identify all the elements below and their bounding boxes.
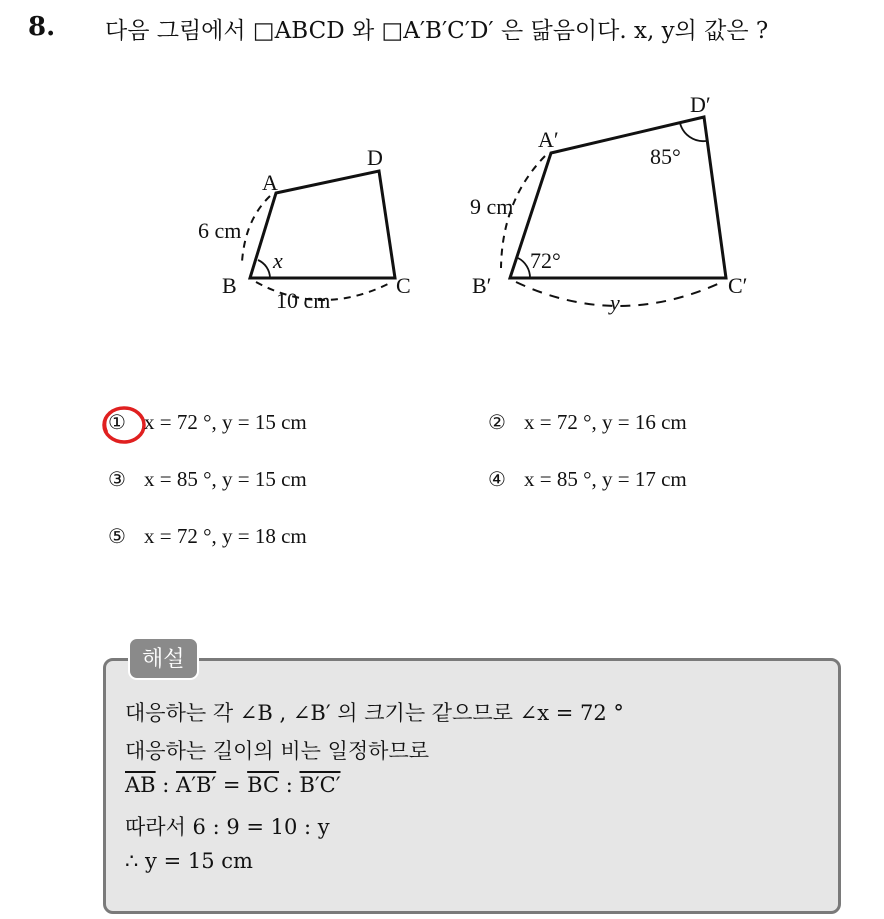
- label-bp: B′: [472, 273, 492, 298]
- question-number: 8.: [28, 12, 56, 42]
- label-angle-85: 85°: [650, 144, 681, 169]
- angle-b-arc: [258, 260, 270, 278]
- label-ap: A′: [538, 127, 559, 152]
- choice-text: x = 85 °, y = 15 cm: [144, 467, 307, 491]
- choice-1[interactable]: [108, 410, 307, 435]
- segment-bc: $\overline{BC}$: [247, 773, 280, 797]
- solution-line-2: 대응하는 길이의 비는 일정하므로: [125, 739, 430, 763]
- label-dp: D′: [690, 92, 711, 117]
- ratio-colon: :: [155, 773, 177, 797]
- equals-sign: =: [216, 773, 248, 797]
- ratio-colon: :: [279, 773, 300, 797]
- segment-ab: $\overline{AB}$: [125, 773, 156, 797]
- solution-line-1: 대응하는 각 ∠B , ∠B′ 의 크기는 같으므로 ∠x = 72 °: [125, 701, 624, 725]
- choice-number: ③: [108, 467, 126, 491]
- choice-3[interactable]: [108, 467, 307, 492]
- label-cp: C′: [728, 273, 748, 298]
- label-angle-x: x: [273, 248, 283, 273]
- choice-text: x = 72 °, y = 15 cm: [144, 410, 307, 434]
- choice-text: x = 85 °, y = 17 cm: [524, 467, 687, 491]
- angle-dp-arc: [680, 123, 706, 141]
- choice-number: ①: [108, 410, 126, 434]
- label-angle-72: 72°: [530, 248, 561, 273]
- choice-2[interactable]: [488, 410, 687, 435]
- label-a: A: [262, 170, 278, 195]
- label-side-apbp: 9 cm: [470, 194, 514, 219]
- label-b: B: [222, 273, 237, 298]
- segment-bpcp: B′C′: [299, 773, 341, 797]
- label-side-bc: 10 cm: [276, 288, 331, 313]
- label-c: C: [396, 273, 411, 298]
- choice-text: x = 72 °, y = 16 cm: [524, 410, 687, 434]
- solution-line-5: ∴ y = 15 cm: [125, 849, 253, 873]
- angle-bp-arc: [518, 258, 530, 278]
- segment-apbp: A′B′: [176, 773, 217, 797]
- solution-tag: 해설: [128, 637, 199, 680]
- choice-5[interactable]: [108, 524, 307, 549]
- label-side-ab: 6 cm: [198, 218, 242, 243]
- label-side-y: y: [610, 290, 620, 315]
- solution-line-3: [125, 773, 341, 797]
- solution-line-4: 따라서 6 : 9 = 10 : y: [125, 815, 330, 839]
- label-d: D: [367, 145, 383, 170]
- choice-number: ④: [488, 467, 506, 491]
- choice-4[interactable]: [488, 467, 687, 492]
- choice-number: ⑤: [108, 524, 126, 548]
- question-text: 다음 그림에서 □ABCD 와 □A′B′C′D′ 은 닮음이다. x, y의 값은 ?: [105, 18, 769, 44]
- choice-number: ②: [488, 410, 506, 434]
- choice-text: x = 72 °, y = 18 cm: [144, 524, 307, 548]
- similar-quadrilaterals-figure: [0, 70, 884, 360]
